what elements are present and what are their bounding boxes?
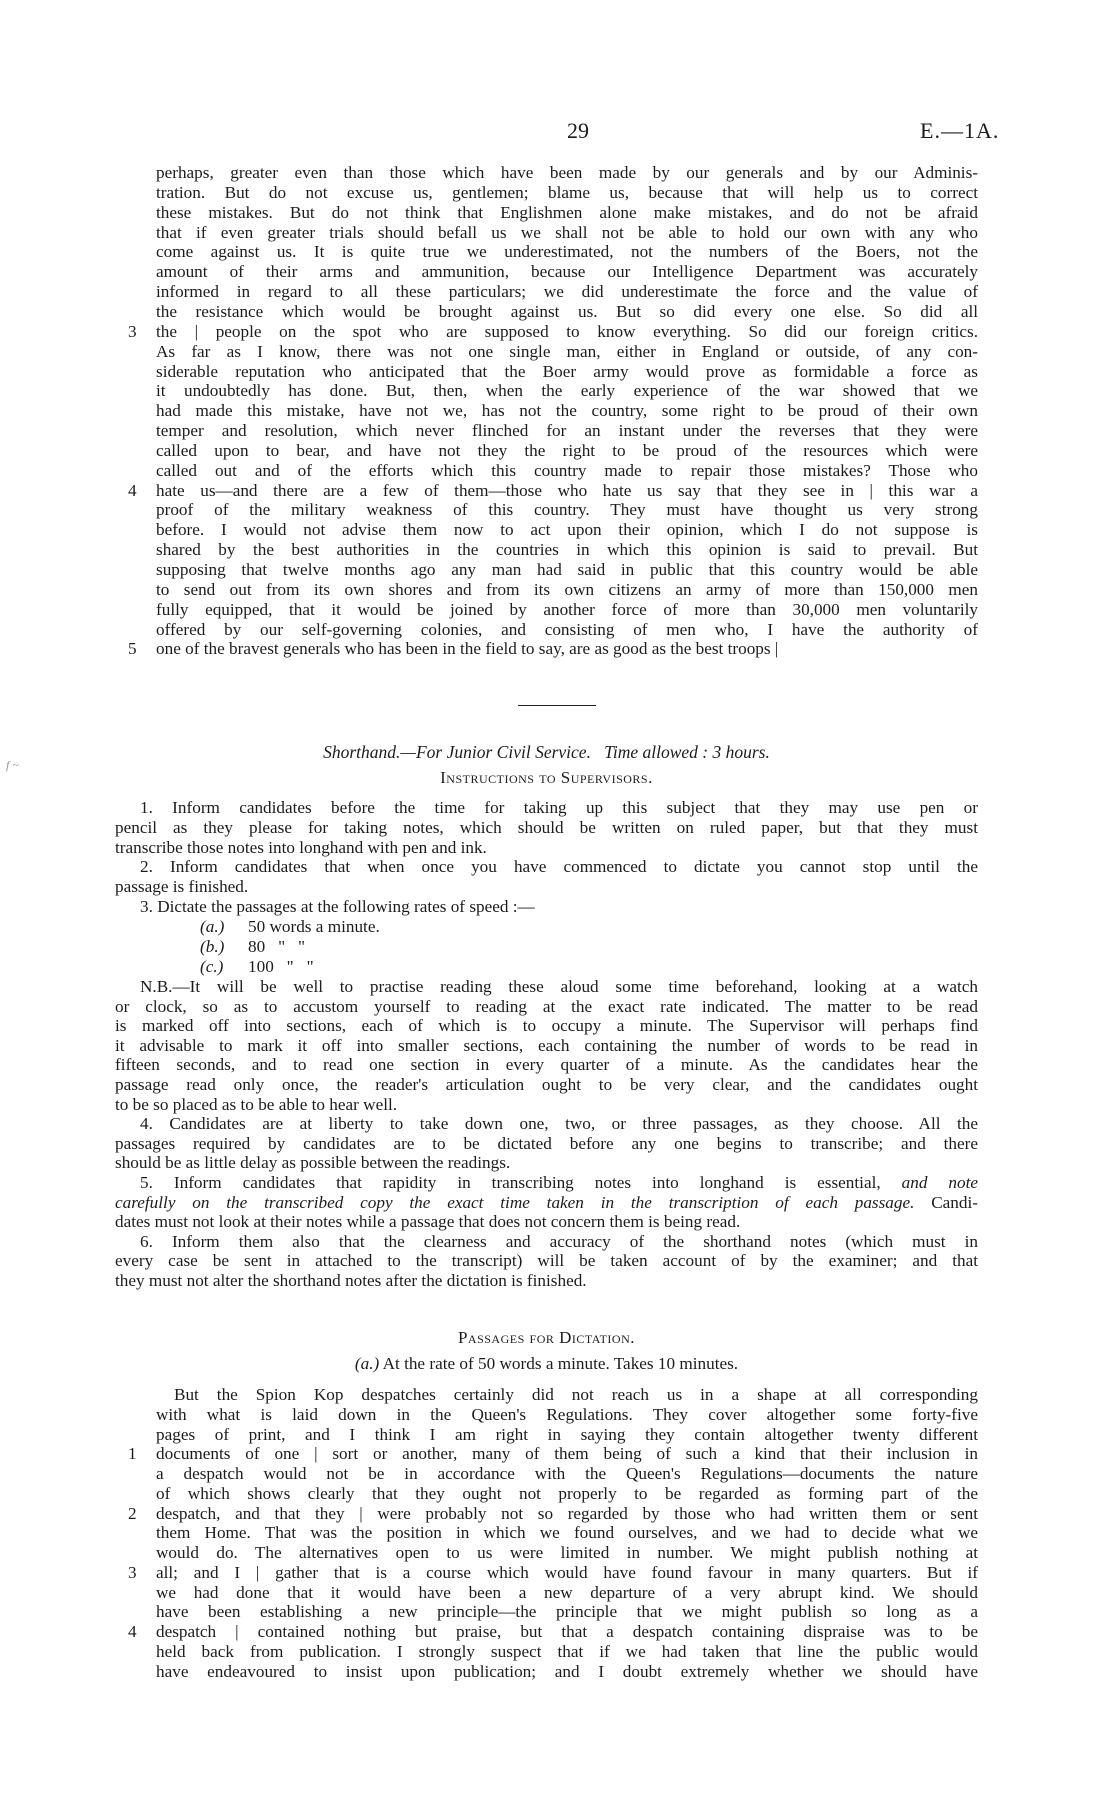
instruction-line: 1. Inform candidates before the time for taking up this subject that they may use pen or (140, 798, 978, 817)
page-number: 29 (567, 118, 589, 143)
rate-label: (b.) (200, 936, 225, 956)
rate-value: 80 " " (248, 936, 306, 956)
passage-line: a despatch would not be in accordance with the Queen's Regulations—documents the nature (156, 1464, 978, 1483)
passage-line: have been establishing a new principle—the principle that we might publish so long as a (156, 1602, 978, 1622)
instruction-line: N.B.—It will be well to practise reading these aloud some time beforehand, looking at a watch (140, 977, 978, 996)
passage-line: held back from publication. I strongly suspect that if we had taken that line the public would (156, 1641, 978, 1661)
instruction-line: they must not alter the shorthand notes after the dictation is finished. (115, 1271, 587, 1290)
speech-line: temper and resolution, which never flinched for an instant under the reverses that they were (156, 421, 978, 441)
speech-line: called upon to bear, and have not they the right to be proud of the resources which were (156, 440, 978, 460)
speech-line: called out and of the efforts which this country made to repair those mistakes? Those who (156, 460, 978, 480)
instruction-line: 3. Dictate the passages at the following rates of speed :— (140, 897, 535, 916)
line-number: 4 (128, 1622, 137, 1641)
passage-line: documents of one | sort or another, many of them being of such a kind that their inclusion in (156, 1444, 978, 1464)
instruction-line: 2. Inform candidates that when once you have commenced to dictate you cannot stop until the (140, 857, 978, 877)
speech-line: amount of their arms and ammunition, because our Intelligence Department was accurately (156, 262, 978, 282)
document-code: E.—1A. (920, 118, 1000, 143)
instruction-line: it advisable to mark it off into smaller sections, each containing the number of words to be read in (115, 1035, 978, 1055)
speech-line: before. I would not advise them now to act upon their opinion, which I do not suppose is (156, 520, 978, 540)
line-number: 1 (128, 1444, 137, 1464)
passage-line: with what is laid down in the Queen's Regulations. They cover altogether some forty-five (156, 1404, 978, 1424)
instruction-line: 4. Candidates are at liberty to take down one, two, or three passages, as they choose. All the (140, 1114, 978, 1134)
rate-label: (a.) (200, 917, 225, 936)
speech-line: offered by our self-governing colonies, and consisting of men who, I have the authority of (156, 619, 978, 639)
instruction-line: transcribe those notes into longhand with pen and ink. (115, 837, 487, 857)
passage-line: of which shows clearly that they ought not properly to be regarded as forming part of the (156, 1483, 978, 1503)
instruction-line: should be as little delay as possible between the readings. (115, 1153, 511, 1173)
speech-line: these mistakes. But do not think that Englishmen alone make mistakes, and do not be afraid (156, 202, 978, 222)
speech-line: perhaps, greater even than those which have been made by our generals and by our Adminis- (156, 163, 978, 182)
passages-heading: Passages for Dictation. (457, 1328, 636, 1347)
section-title-part-2: Time allowed : 3 hours. (604, 742, 770, 762)
rate-label: (c.) (200, 956, 224, 976)
section-title-part-1: Shorthand.—For Junior Civil Service. (323, 742, 591, 762)
instruction-line: passage is finished. (115, 877, 249, 897)
speech-line: siderable reputation who anticipated that the Boer army would prove as formidable a force as (156, 361, 978, 381)
passage-line: pages of print, and I think I am right in saying they contain altogether twenty different (156, 1424, 978, 1444)
instruction-line: is marked off into sections, each of which is to occupy a minute. The Supervisor will perhaps find (115, 1016, 978, 1036)
margin-mark: f ~ (6, 758, 19, 772)
speech-line: proof of the military weakness of this country. They must have thought us very strong (156, 500, 978, 520)
rate-value: 50 words a minute. (248, 917, 380, 936)
passage-a-heading-text: At the rate of 50 words a minute. Takes 10 minutes. (382, 1354, 739, 1373)
line-number: 2 (128, 1503, 137, 1523)
speech-line: one of the bravest generals who has been in the field to say, are as good as the best troops | (156, 639, 779, 659)
line-number: 3 (128, 1562, 137, 1582)
speech-line: the resistance which would be brought against us. But so did every one else. So did all (156, 301, 978, 321)
instruction-line: pencil as they please for taking notes, which should be written on ruled paper, but that they must (115, 817, 978, 837)
speech-line: to send out from its own shores and from its own citizens an army of more than 150,000 men (156, 579, 978, 599)
passage-a-label: (a.) (354, 1354, 380, 1373)
section-title (115, 742, 978, 762)
instruction-line: or clock, so as to accustom yourself to reading at the exact rate indicated. The matter to be read (115, 996, 978, 1016)
instruction-line: passages required by candidates are to be dictated before any one begins to transcribe; and there (115, 1133, 978, 1153)
speech-line: come against us. It is quite true we underestimated, not the numbers of the Boers, not the (156, 242, 978, 262)
passage-line: despatch | contained nothing but praise, but that a despatch containing dispraise was to be (156, 1622, 978, 1641)
speech-line: the | people on the spot who are supposed to know everything. So did our foreign critics. (156, 321, 978, 341)
line-number: 4 (128, 480, 137, 500)
rate-value: 100 " " (248, 956, 314, 976)
speech-line: shared by the best authorities in the countries in which this opinion is said to prevail. But (156, 540, 978, 560)
instruction-line: dates must not look at their notes while a passage that does not concern them is being read. (115, 1212, 741, 1232)
speech-line: informed in regard to all these particulars; we did underestimate the force and the value of (156, 282, 978, 302)
passage-line: would do. The alternatives open to us were limited in number. We might publish nothing at (156, 1543, 978, 1562)
speech-line: that if even greater trials should befall us we shall not be able to hold our own with any who (156, 222, 978, 242)
passage-line: all; and I | gather that is a course which would have found favour in many quarters. But if (156, 1562, 978, 1582)
passage-a-heading (115, 1354, 978, 1374)
instruction-line: 5. Inform candidates that rapidity in transcribing notes into longhand is essential, and note (140, 1173, 979, 1192)
instruction-line: carefully on the transcribed copy the exact time taken in the transcription of each passage. Candi- (115, 1192, 978, 1212)
instruction-line: fifteen seconds, and to read one section in every quarter of a minute. As the candidates hear the (115, 1055, 978, 1075)
line-number: 5 (128, 639, 137, 659)
speech-line: supposing that twelve months ago any man had said in public that this country would be able (156, 560, 978, 579)
passage-line: But the Spion Kop despatches certainly did not reach us in a shape at all corresponding (174, 1385, 978, 1404)
passage-line: have endeavoured to insist upon publication; and I doubt extremely whether we should have (156, 1661, 978, 1681)
instructions-heading: Instructions to Supervisors. (440, 768, 653, 787)
instruction-line: to be so placed as to be able to hear well. (115, 1094, 398, 1114)
speech-line: it undoubtedly has done. But, then, when the early experience of the war showed that we (156, 381, 978, 401)
passage-line: we had done that it would have been a new departure of a very abrupt kind. We should (156, 1582, 978, 1602)
speech-line: As far as I know, there was not one single man, either in England or outside, of any con- (156, 341, 978, 361)
speech-line: fully equipped, that it would be joined by another force of more than 30,000 men voluntarily (156, 599, 978, 619)
section-rule (518, 705, 596, 706)
instruction-line: every case be sent in attached to the transcript) will be taken account of by the examiner; and that (115, 1251, 978, 1271)
speech-line: hate us—and there are a few of them—those who hate us say that they see in | this war a (156, 480, 978, 500)
passage-line: them Home. That was the position in which we found ourselves, and we had to decide what we (156, 1523, 978, 1543)
instruction-line: 6. Inform them also that the clearness and accuracy of the shorthand notes (which must in (140, 1231, 978, 1251)
speech-line: tration. But do not excuse us, gentlemen; blame us, because that will help us to correct (156, 182, 978, 202)
speech-line: had made this mistake, have not we, has not the country, some right to be proud of their own (156, 401, 978, 421)
line-number: 3 (128, 321, 137, 341)
passage-line: despatch, and that they | were probably not so regarded by those who had written them or sent (156, 1503, 978, 1523)
instruction-line: passage read only once, the reader's articulation ought to be very clear, and the candidates ought (115, 1075, 978, 1094)
